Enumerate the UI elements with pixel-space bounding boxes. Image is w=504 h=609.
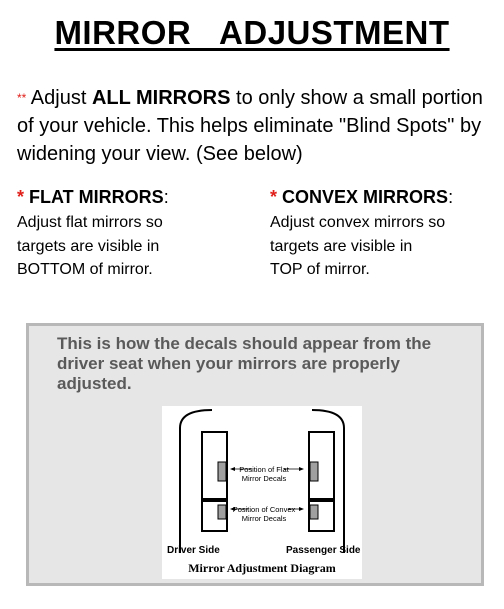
convex-decal-label-line-1: Position of Convex bbox=[232, 505, 296, 514]
convex-line-3: TOP of mirror. bbox=[270, 261, 370, 278]
flat-line-2: targets are visible in bbox=[17, 237, 160, 255]
flat-colon: : bbox=[163, 187, 169, 207]
flat-decal-label bbox=[234, 465, 294, 483]
panel-heading: This is how the decals should appear from the driver seat when your mirrors are properly adjusted. bbox=[57, 334, 432, 393]
convex-heading-text: CONVEX MIRRORS bbox=[282, 187, 449, 207]
convex-decal-label bbox=[230, 505, 298, 523]
intro-prefix: Adjust bbox=[26, 87, 92, 109]
diagram-panel bbox=[26, 323, 484, 586]
flat-line-3: BOTTOM of mirror. bbox=[17, 261, 153, 278]
flat-decal-label-line-2: Mirror Decals bbox=[241, 474, 287, 483]
intro-stars: ** bbox=[17, 91, 27, 105]
flat-mirrors-heading bbox=[17, 186, 237, 208]
driver-side-label: Driver Side bbox=[167, 545, 220, 556]
convex-mirrors-heading bbox=[270, 186, 500, 208]
page-title: MIRROR ADJUSTMENT bbox=[54, 14, 450, 51]
convex-decal-label-line-2: Mirror Decals bbox=[241, 514, 287, 523]
driver-convex-decal bbox=[218, 505, 226, 519]
flat-heading-text: FLAT MIRRORS bbox=[29, 187, 164, 207]
convex-mirrors-section bbox=[270, 186, 500, 282]
flat-mirrors-section bbox=[17, 186, 237, 282]
convex-colon: : bbox=[448, 187, 454, 207]
intro-text bbox=[17, 84, 497, 168]
intro-bold: ALL MIRRORS bbox=[91, 87, 231, 109]
passenger-side-label: Passenger Side bbox=[286, 545, 361, 556]
diagram-caption: Mirror Adjustment Diagram bbox=[188, 561, 336, 575]
convex-line-2: targets are visible in bbox=[270, 237, 413, 255]
passenger-convex-decal bbox=[310, 505, 318, 519]
flat-star: * bbox=[17, 187, 25, 207]
mirror-diagram bbox=[162, 406, 362, 579]
flat-line-1: Adjust flat mirrors so bbox=[17, 214, 163, 231]
passenger-flat-decal bbox=[310, 462, 318, 481]
convex-line-1: Adjust convex mirrors so bbox=[270, 214, 446, 231]
intro-rest: to only show a small portion of your vehicle. This helps eliminate "Blind Spots" by widening your view. (See below) bbox=[17, 87, 483, 165]
flat-decal-label-line-1: Position of Flat bbox=[239, 465, 289, 474]
driver-flat-decal bbox=[218, 462, 226, 481]
convex-star: * bbox=[270, 187, 278, 207]
